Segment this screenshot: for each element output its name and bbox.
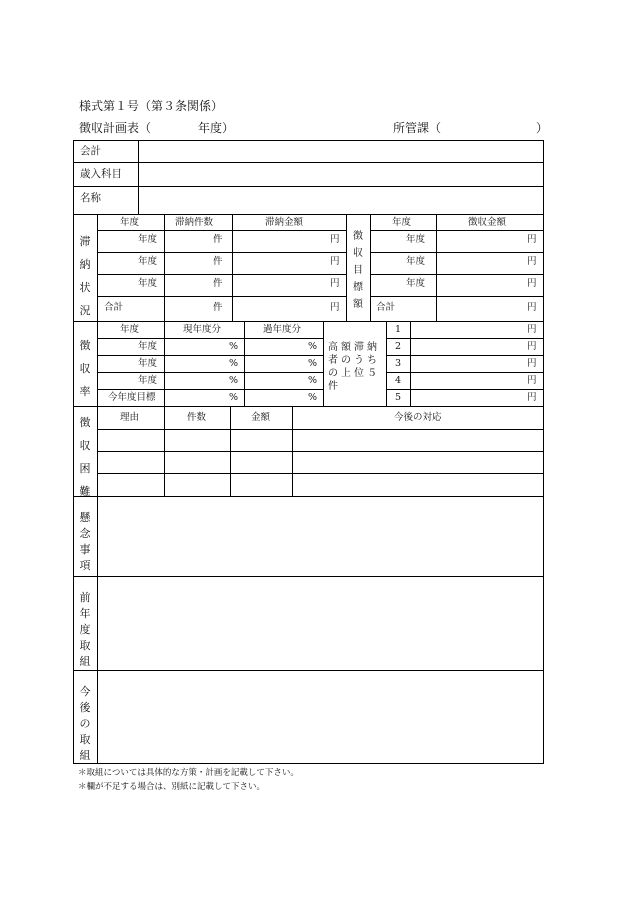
title-year: 年度） xyxy=(198,121,235,135)
arrears-total-label: 合計 xyxy=(104,302,124,313)
title-prefix: 徴収計画表（ xyxy=(79,121,152,135)
top5-label: 高額滞納者のうちの上位５件 xyxy=(328,342,380,392)
form-number: 様式第１号（第３条関係） xyxy=(79,99,224,113)
target-col-amount: 徴収金額 xyxy=(468,217,507,228)
side-target: 徴収目標額 xyxy=(353,231,363,310)
page: 様式第１号（第３条関係） 徴収計画表（ 年度） 所管課（ ） 会計 歳入科目 名称 滞納状況 年度 滞納件数 滞納金額 年度 件 円 年度 件 円 年度 件 円 合計 件 円 徴収目標額 年度 徴収金額 年度 円 年度 円 年度 円 合計 円 徴収率 年度 現年度分 過年度分 年度 % % 年度 % % 年度 % % 今年度目標 % % 高額滞納者のうちの上位５件 1 2 3 4 5 円 円 円 円 円 徴収困難 理由 件数 金額 今後の対応 懸念事項 前年度取組 今後の取組 ＊取組については具体的な方策・計画を記載して下さい。 ＊欄が不足する場合は、別紙に記載して下さい。 xyxy=(0,0,630,903)
label-revenue-item: 歳入科目 xyxy=(80,168,122,180)
target-total-label: 合計 xyxy=(376,302,396,313)
note-2: ＊欄が不足する場合は、別紙に記載して下さい。 xyxy=(78,782,266,792)
dept-close: ） xyxy=(536,121,549,135)
rate-col-year: 年度 xyxy=(120,324,140,335)
rate-col-current: 現年度分 xyxy=(183,324,222,335)
side-rate: 徴収率 xyxy=(79,339,91,398)
rate-col-past: 過年度分 xyxy=(263,324,302,335)
side-arrears: 滞納状況 xyxy=(79,235,91,317)
arrears-col-amount: 滞納金額 xyxy=(265,217,304,228)
side-prev-effort: 前年度取組 xyxy=(79,591,91,668)
dept-label: 所管課（ xyxy=(393,121,442,135)
diff-col-amount: 金額 xyxy=(251,412,271,423)
side-concerns: 懸念事項 xyxy=(79,511,91,572)
arrears-col-count: 滞納件数 xyxy=(175,217,214,228)
target-col-year: 年度 xyxy=(392,217,412,228)
diff-col-reason: 理由 xyxy=(120,412,140,423)
arrears-col-year: 年度 xyxy=(120,217,140,228)
label-account: 会計 xyxy=(80,145,101,157)
info-divider xyxy=(138,140,139,214)
label-name: 名称 xyxy=(80,192,101,204)
rate-target-label: 今年度目標 xyxy=(108,392,156,403)
note-1: ＊取組については具体的な方策・計画を記載して下さい。 xyxy=(78,768,299,778)
diff-col-response: 今後の対応 xyxy=(394,412,442,423)
diff-col-count: 件数 xyxy=(187,412,207,423)
side-future-effort: 今後の取組 xyxy=(79,685,91,762)
side-difficulty: 徴収困難 xyxy=(79,416,91,498)
